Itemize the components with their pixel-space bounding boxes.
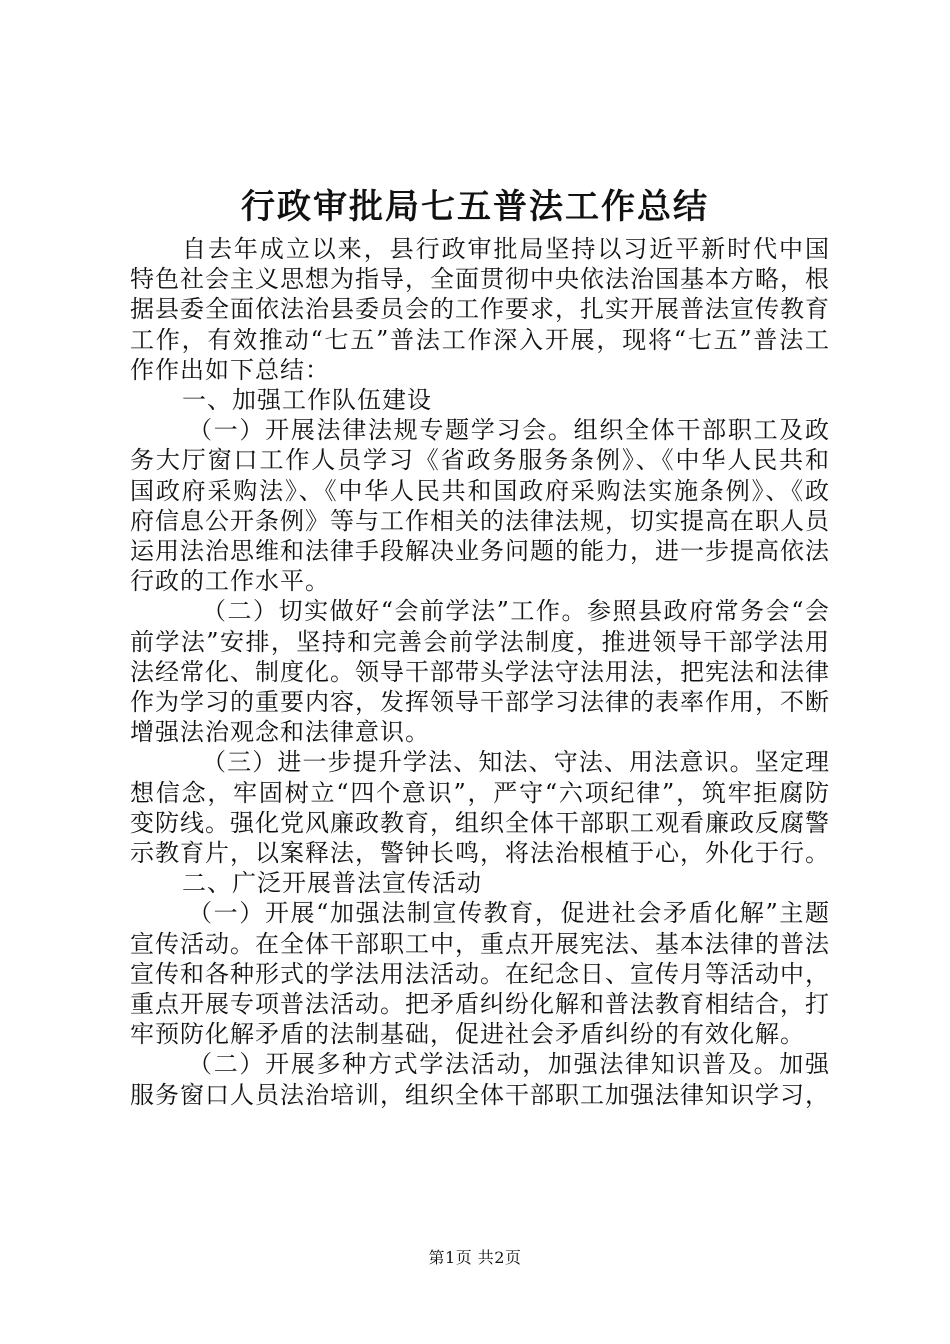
section-1-item-3: （三）进一步提升学法、知法、守法、用法意识。坚定理想信念，牢固树立“四个意识”，严守“六项纪律”，筑牢拒腐防变防线。强化党风廉政教育，组织全体干部职工观看廉政反腐警示教育片，以案释法，警钟长鸣，将法治根植于心，外化于行。 [130,748,830,868]
document-body [130,234,830,1110]
section-heading-1: 一、加强工作队伍建设 [182,386,432,415]
page-number-footer: 第1页 共2页 [428,1248,522,1267]
document-title: 行政审批局七五普法工作总结 [241,187,709,227]
section-2-item-1: （一）开展“加强法制宣传教育，促进社会矛盾化解”主题宣传活动。在全体干部职工中，重点开展宪法、基本法律的普法宣传和各种形式的学法用法活动。在纪念日、宣传月等活动中，重点开展专项普法活动。把矛盾纠纷化解和普法教育相结合，打牢预防化解矛盾的法制基础，促进社会矛盾纠纷的有效化解。 [130,899,830,1049]
section-1-item-1: （一）开展法律法规专题学习会。组织全体干部职工及政务大厅窗口工作人员学习《省政务服务条例》、《中华人民共和国政府采购法》、《中华人民共和国政府采购法实施条例》、《政府信息公开条例》等与工作相关的法律法规，切实提高在职人员运用法治思维和法律手段解决业务问题的能力，进一步提高依法行政的工作水平。 [130,416,830,596]
section-1-item-2: （二）切实做好“会前学法”工作。参照县政府常务会“会前学法”安排，坚持和完善会前学法制度，推进领导干部学法用法经常化、制度化。领导干部带头学法守法用法，把宪法和法律作为学习的重要内容，发挥领导干部学习法律的表率作用，不断增强法治观念和法律意识。 [130,597,830,747]
section-heading-2: 二、广泛开展普法宣传活动 [182,869,482,898]
intro-paragraph: 自去年成立以来，县行政审批局坚持以习近平新时代中国特色社会主义思想为指导，全面贯彻中央依法治国基本方略，根据县委全面依法治县委员会的工作要求，扎实开展普法宣传教育工作，有效推动“七五”普法工作深入开展，现将“七五”普法工作作出如下总结： [130,235,830,384]
section-2-item-2: （二）开展多种方式学法活动，加强法律知识普及。加强服务窗口人员法治培训，组织全体干部职工加强法律知识学习， [130,1050,830,1109]
